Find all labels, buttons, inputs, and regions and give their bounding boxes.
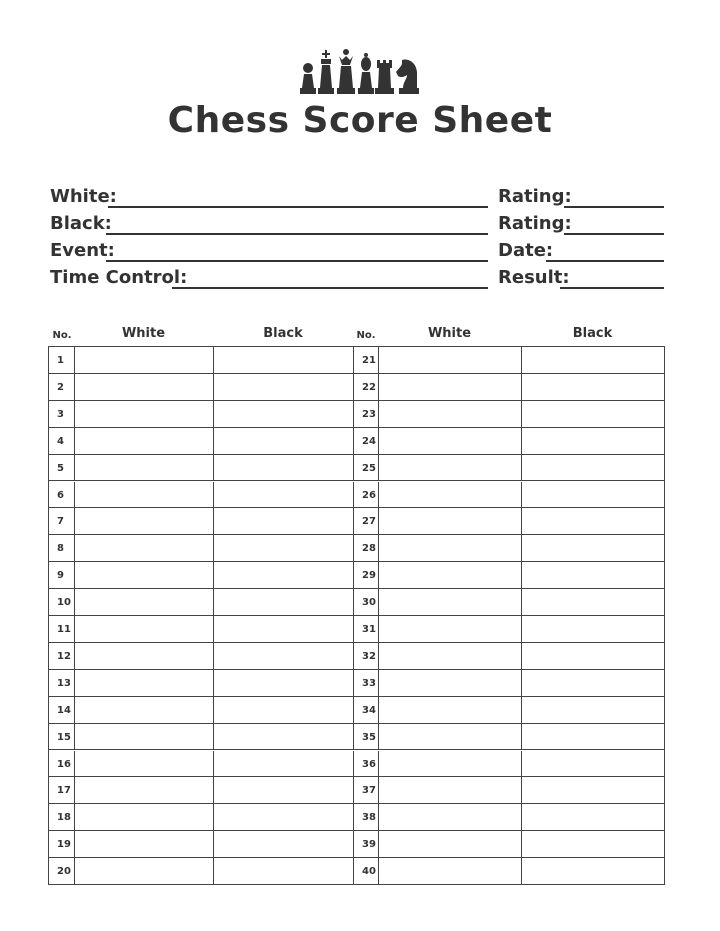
white-move-cell[interactable] bbox=[379, 374, 522, 401]
result-label: Result: bbox=[498, 267, 570, 288]
move-number: 22 bbox=[354, 374, 379, 401]
move-number: 32 bbox=[354, 643, 379, 670]
table-row bbox=[49, 482, 664, 509]
move-number: 35 bbox=[354, 724, 379, 751]
black-move-cell[interactable] bbox=[522, 374, 665, 401]
table-row bbox=[49, 831, 664, 858]
black-move-cell[interactable] bbox=[214, 643, 354, 670]
table-row bbox=[49, 616, 664, 643]
black-move-cell[interactable] bbox=[214, 777, 354, 804]
table-row bbox=[49, 589, 664, 616]
black-move-cell[interactable] bbox=[522, 562, 665, 589]
white-move-cell[interactable] bbox=[75, 777, 214, 804]
black-move-cell[interactable] bbox=[522, 751, 665, 778]
right-col-white-header: White bbox=[427, 326, 472, 341]
date-line[interactable] bbox=[546, 260, 664, 262]
black-move-cell[interactable] bbox=[522, 804, 665, 831]
black-move-cell[interactable] bbox=[522, 643, 665, 670]
white-rating-line[interactable] bbox=[564, 206, 664, 208]
move-number: 11 bbox=[49, 616, 75, 643]
table-row bbox=[49, 777, 664, 804]
black-move-cell[interactable] bbox=[522, 858, 665, 885]
white-move-cell[interactable] bbox=[75, 804, 214, 831]
event-line[interactable] bbox=[106, 260, 488, 262]
move-number: 4 bbox=[49, 428, 75, 455]
white-move-cell[interactable] bbox=[379, 508, 522, 535]
table-row bbox=[49, 508, 664, 535]
table-row bbox=[49, 374, 664, 401]
white-move-cell[interactable] bbox=[75, 535, 214, 562]
black-rating-label: Rating: bbox=[498, 213, 572, 234]
bishop-icon bbox=[358, 53, 374, 94]
page-title: Chess Score Sheet bbox=[167, 100, 553, 141]
move-number: 15 bbox=[49, 724, 75, 751]
table-row bbox=[49, 724, 664, 751]
move-number: 18 bbox=[49, 804, 75, 831]
white-move-cell[interactable] bbox=[75, 724, 214, 751]
black-move-cell[interactable] bbox=[522, 482, 665, 509]
move-number: 26 bbox=[354, 482, 379, 509]
move-number: 7 bbox=[49, 508, 75, 535]
white-move-cell[interactable] bbox=[379, 643, 522, 670]
white-move-cell[interactable] bbox=[379, 751, 522, 778]
black-move-cell[interactable] bbox=[214, 751, 354, 778]
white-move-cell[interactable] bbox=[379, 670, 522, 697]
black-move-cell[interactable] bbox=[214, 508, 354, 535]
white-move-cell[interactable] bbox=[75, 428, 214, 455]
move-number: 28 bbox=[354, 535, 379, 562]
black-move-cell[interactable] bbox=[522, 777, 665, 804]
move-number: 6 bbox=[49, 482, 75, 509]
move-number: 37 bbox=[354, 777, 379, 804]
move-number: 14 bbox=[49, 697, 75, 724]
table-row bbox=[49, 535, 664, 562]
white-move-cell[interactable] bbox=[75, 347, 214, 374]
black-move-cell[interactable] bbox=[214, 482, 354, 509]
white-move-cell[interactable] bbox=[379, 804, 522, 831]
right-col-no-header: No. bbox=[356, 330, 376, 341]
white-move-cell[interactable] bbox=[75, 589, 214, 616]
table-row bbox=[49, 347, 664, 374]
black-move-cell[interactable] bbox=[214, 347, 354, 374]
move-number: 8 bbox=[49, 535, 75, 562]
event-label: Event: bbox=[50, 240, 115, 261]
black-move-cell[interactable] bbox=[214, 535, 354, 562]
black-move-cell[interactable] bbox=[214, 670, 354, 697]
white-move-cell[interactable] bbox=[75, 858, 214, 885]
white-move-cell[interactable] bbox=[75, 831, 214, 858]
pawn-icon bbox=[300, 63, 316, 94]
white-move-cell[interactable] bbox=[75, 697, 214, 724]
black-move-cell[interactable] bbox=[522, 724, 665, 751]
move-number: 38 bbox=[354, 804, 379, 831]
white-move-cell[interactable] bbox=[379, 347, 522, 374]
table-row bbox=[49, 401, 664, 428]
move-number: 40 bbox=[354, 858, 379, 885]
black-move-cell[interactable] bbox=[214, 724, 354, 751]
black-move-cell[interactable] bbox=[522, 670, 665, 697]
black-rating-line[interactable] bbox=[564, 233, 664, 235]
black-move-cell[interactable] bbox=[214, 374, 354, 401]
white-move-cell[interactable] bbox=[379, 589, 522, 616]
left-col-no-header: No. bbox=[52, 330, 72, 341]
white-move-cell[interactable] bbox=[379, 616, 522, 643]
white-name-line[interactable] bbox=[108, 206, 488, 208]
black-move-cell[interactable] bbox=[522, 535, 665, 562]
black-move-cell[interactable] bbox=[522, 428, 665, 455]
black-move-cell[interactable] bbox=[214, 562, 354, 589]
move-number: 33 bbox=[354, 670, 379, 697]
moves-table bbox=[48, 346, 665, 885]
move-number: 2 bbox=[49, 374, 75, 401]
black-move-cell[interactable] bbox=[522, 616, 665, 643]
white-move-cell[interactable] bbox=[379, 858, 522, 885]
move-number: 29 bbox=[354, 562, 379, 589]
move-number: 19 bbox=[49, 831, 75, 858]
move-number: 30 bbox=[354, 589, 379, 616]
black-move-cell[interactable] bbox=[522, 508, 665, 535]
move-number: 25 bbox=[354, 455, 379, 482]
white-move-cell[interactable] bbox=[379, 428, 522, 455]
black-move-cell[interactable] bbox=[214, 804, 354, 831]
move-number: 13 bbox=[49, 670, 75, 697]
move-number: 36 bbox=[354, 751, 379, 778]
black-move-cell[interactable] bbox=[522, 347, 665, 374]
black-move-cell[interactable] bbox=[214, 428, 354, 455]
table-row bbox=[49, 697, 664, 724]
move-number: 27 bbox=[354, 508, 379, 535]
move-number: 5 bbox=[49, 455, 75, 482]
result-line[interactable] bbox=[560, 287, 664, 289]
move-number: 31 bbox=[354, 616, 379, 643]
white-move-cell[interactable] bbox=[75, 751, 214, 778]
queen-icon bbox=[337, 49, 355, 94]
black-move-cell[interactable] bbox=[522, 697, 665, 724]
white-move-cell[interactable] bbox=[75, 374, 214, 401]
table-row bbox=[49, 670, 664, 697]
table-row bbox=[49, 751, 664, 778]
move-number: 3 bbox=[49, 401, 75, 428]
table-row bbox=[49, 455, 664, 482]
white-move-cell[interactable] bbox=[75, 643, 214, 670]
rook-icon bbox=[375, 60, 394, 94]
right-col-black-header: Black bbox=[572, 326, 613, 341]
white-rating-label: Rating: bbox=[498, 186, 572, 207]
move-number: 1 bbox=[49, 347, 75, 374]
white-move-cell[interactable] bbox=[379, 724, 522, 751]
white-move-cell[interactable] bbox=[379, 401, 522, 428]
black-move-cell[interactable] bbox=[522, 831, 665, 858]
black-move-cell[interactable] bbox=[522, 455, 665, 482]
white-move-cell[interactable] bbox=[379, 831, 522, 858]
black-name-line[interactable] bbox=[106, 233, 488, 235]
table-row bbox=[49, 428, 664, 455]
white-move-cell[interactable] bbox=[75, 562, 214, 589]
move-number: 23 bbox=[354, 401, 379, 428]
black-move-cell[interactable] bbox=[214, 697, 354, 724]
chess-pieces-icon bbox=[298, 44, 422, 96]
white-move-cell[interactable] bbox=[379, 455, 522, 482]
black-move-cell[interactable] bbox=[214, 589, 354, 616]
move-number: 21 bbox=[354, 347, 379, 374]
date-label: Date: bbox=[498, 240, 554, 261]
black-move-cell[interactable] bbox=[214, 858, 354, 885]
white-move-cell[interactable] bbox=[75, 482, 214, 509]
move-number: 9 bbox=[49, 562, 75, 589]
black-move-cell[interactable] bbox=[214, 831, 354, 858]
move-number: 12 bbox=[49, 643, 75, 670]
black-move-cell[interactable] bbox=[214, 616, 354, 643]
black-move-cell[interactable] bbox=[522, 589, 665, 616]
move-number: 20 bbox=[49, 858, 75, 885]
black-move-cell[interactable] bbox=[214, 455, 354, 482]
move-number: 17 bbox=[49, 777, 75, 804]
move-number: 39 bbox=[354, 831, 379, 858]
white-move-cell[interactable] bbox=[379, 697, 522, 724]
left-col-white-header: White bbox=[121, 326, 166, 341]
left-col-black-header: Black bbox=[263, 326, 303, 341]
king-icon bbox=[318, 50, 334, 94]
white-move-cell[interactable] bbox=[75, 508, 214, 535]
white-move-cell[interactable] bbox=[75, 670, 214, 697]
table-row bbox=[49, 643, 664, 670]
white-label: White: bbox=[50, 186, 117, 207]
black-move-cell[interactable] bbox=[522, 401, 665, 428]
move-number: 16 bbox=[49, 751, 75, 778]
move-number: 10 bbox=[49, 589, 75, 616]
white-move-cell[interactable] bbox=[75, 455, 214, 482]
black-move-cell[interactable] bbox=[214, 401, 354, 428]
table-row bbox=[49, 804, 664, 831]
move-number: 24 bbox=[354, 428, 379, 455]
move-number: 34 bbox=[354, 697, 379, 724]
white-move-cell[interactable] bbox=[379, 777, 522, 804]
white-move-cell[interactable] bbox=[75, 616, 214, 643]
knight-icon bbox=[396, 60, 419, 95]
table-row bbox=[49, 562, 664, 589]
white-move-cell[interactable] bbox=[379, 562, 522, 589]
time-control-label: Time Control: bbox=[50, 267, 188, 288]
white-move-cell[interactable] bbox=[379, 482, 522, 509]
white-move-cell[interactable] bbox=[75, 401, 214, 428]
black-label: Black: bbox=[50, 213, 112, 234]
white-move-cell[interactable] bbox=[379, 535, 522, 562]
time-control-line[interactable] bbox=[172, 287, 488, 289]
table-row bbox=[49, 858, 664, 885]
